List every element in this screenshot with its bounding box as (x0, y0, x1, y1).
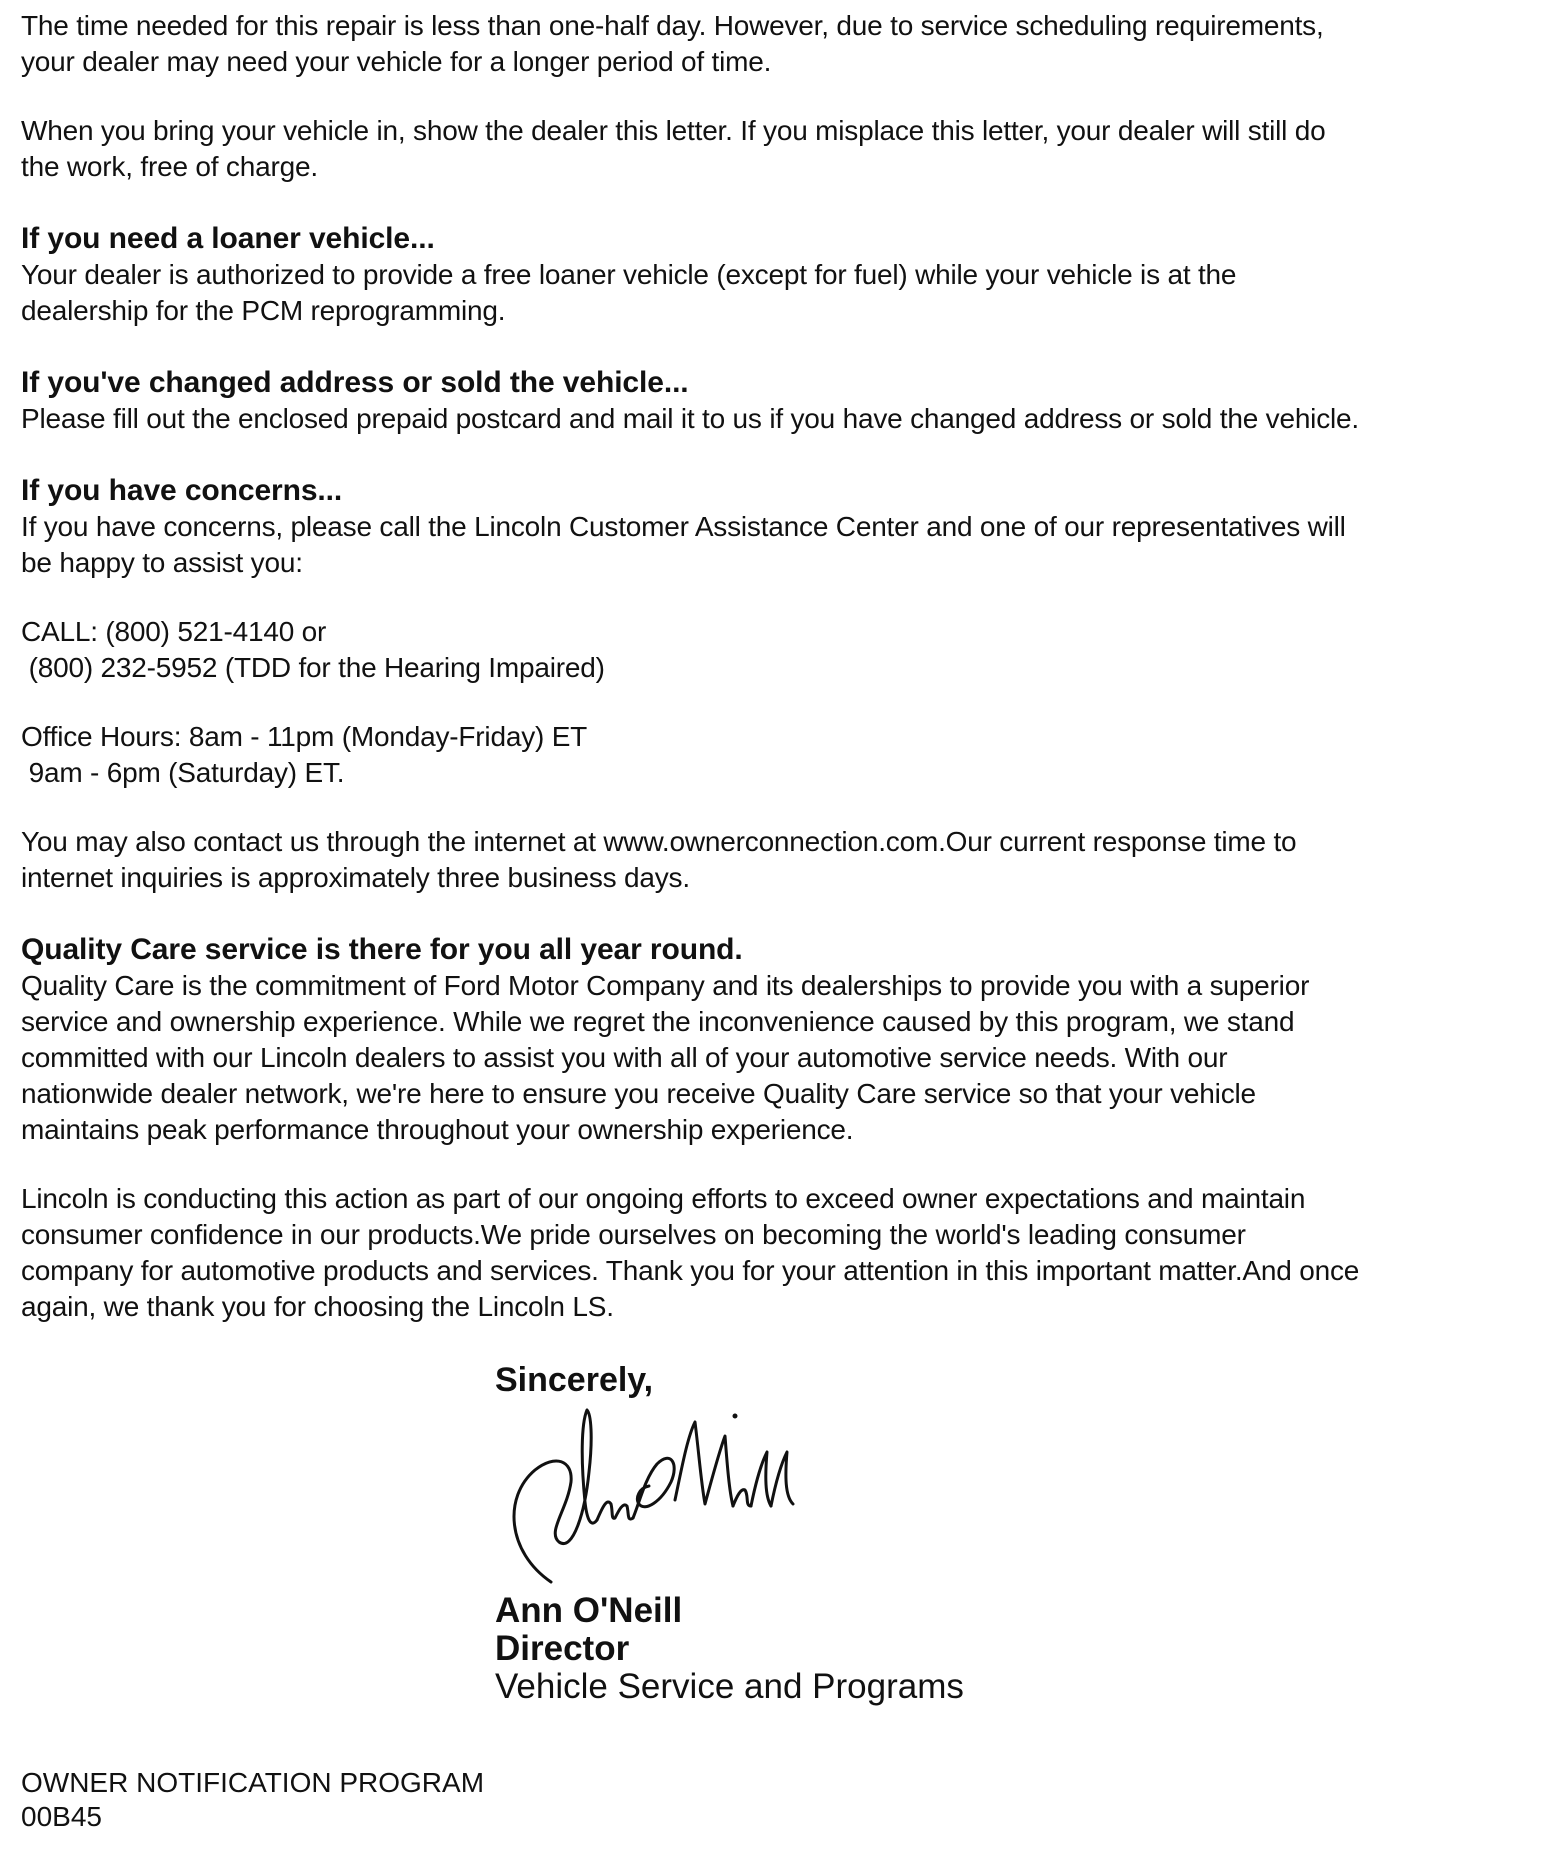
signer-department: Vehicle Service and Programs (495, 1667, 964, 1706)
text-line: again, we thank you for choosing the Lincoln LS. (21, 1291, 614, 1322)
paragraph-loaner-vehicle (21, 257, 1551, 329)
text-line: dealership for the PCM reprogramming. (21, 295, 506, 326)
salutation: Sincerely, (495, 1361, 654, 1399)
text-line: be happy to assist you: (21, 547, 303, 578)
hours-line: Office Hours: 8am - 11pm (Monday-Friday) ET (21, 721, 588, 752)
paragraph-internet-contact (21, 824, 1551, 896)
text-line: Quality Care is the commitment of Ford Motor Company and its dealerships to provide you with a superior (21, 970, 1310, 1001)
paragraph-concerns (21, 509, 1551, 581)
text-line: company for automotive products and services. Thank you for your attention in this important matter.And once (21, 1255, 1360, 1286)
text-line: If you have concerns, please call the Lincoln Customer Assistance Center and one of our representatives will (21, 511, 1346, 542)
program-code: 00B45 (21, 1801, 102, 1832)
office-hours (21, 719, 1551, 791)
text-line: Your dealer is authorized to provide a free loaner vehicle (except for fuel) while your vehicle is at the (21, 259, 1237, 290)
text-line: committed with our Lincoln dealers to assist you with all of your automotive service needs. With our (21, 1042, 1228, 1073)
hours-line: 9am - 6pm (Saturday) ET. (21, 757, 345, 788)
heading-changed-address: If you've changed address or sold the vehicle... (21, 366, 689, 399)
text-line: Lincoln is conducting this action as part of our ongoing efforts to exceed owner expectations and maintain (21, 1183, 1306, 1214)
handwritten-signature (489, 1402, 809, 1592)
signer-name: Ann O'Neill (495, 1591, 683, 1630)
letter-body (21, 8, 1551, 1325)
heading-loaner-vehicle: If you need a loaner vehicle... (21, 222, 435, 255)
text-line: When you bring your vehicle in, show the dealer this letter. If you misplace this letter, your dealer will still do (21, 115, 1326, 146)
paragraph-show-letter (21, 113, 1551, 185)
phone-numbers (21, 614, 1551, 686)
signer-title: Director (495, 1629, 630, 1668)
text-line: You may also contact us through the internet at www.ownerconnection.com.Our current response time to (21, 826, 1297, 857)
text-line: consumer confidence in our products.We pride ourselves on becoming the world's leading consumer (21, 1219, 1246, 1250)
text-line: your dealer may need your vehicle for a longer period of time. (21, 46, 772, 77)
text-line: nationwide dealer network, we're here to ensure you receive Quality Care service so that your vehicle (21, 1078, 1256, 1109)
text-line: Please fill out the enclosed prepaid postcard and mail it to us if you have changed address or sold the vehicle. (21, 403, 1359, 434)
program-footer (21, 1766, 484, 1834)
text-line: The time needed for this repair is less than one-half day. However, due to service scheduling requirements, (21, 10, 1324, 41)
program-name: OWNER NOTIFICATION PROGRAM (21, 1767, 485, 1798)
paragraph-repair-time (21, 8, 1551, 80)
paragraph-closing (21, 1181, 1551, 1325)
text-line: the work, free of charge. (21, 151, 318, 182)
heading-quality-care: Quality Care service is there for you all year round. (21, 933, 743, 966)
paragraph-changed-address (21, 401, 1551, 437)
text-line: service and ownership experience. While we regret the inconvenience caused by this program, we stand (21, 1006, 1295, 1037)
phone-line: CALL: (800) 521-4140 or (21, 616, 327, 647)
heading-concerns: If you have concerns... (21, 474, 343, 507)
text-line: internet inquiries is approximately three business days. (21, 862, 690, 893)
paragraph-quality-care (21, 968, 1551, 1148)
signer-details (495, 1592, 964, 1706)
phone-line: (800) 232-5952 (TDD for the Hearing Impaired) (21, 652, 605, 683)
text-line: maintains peak performance throughout your ownership experience. (21, 1114, 854, 1145)
signature-block (495, 1360, 964, 1706)
